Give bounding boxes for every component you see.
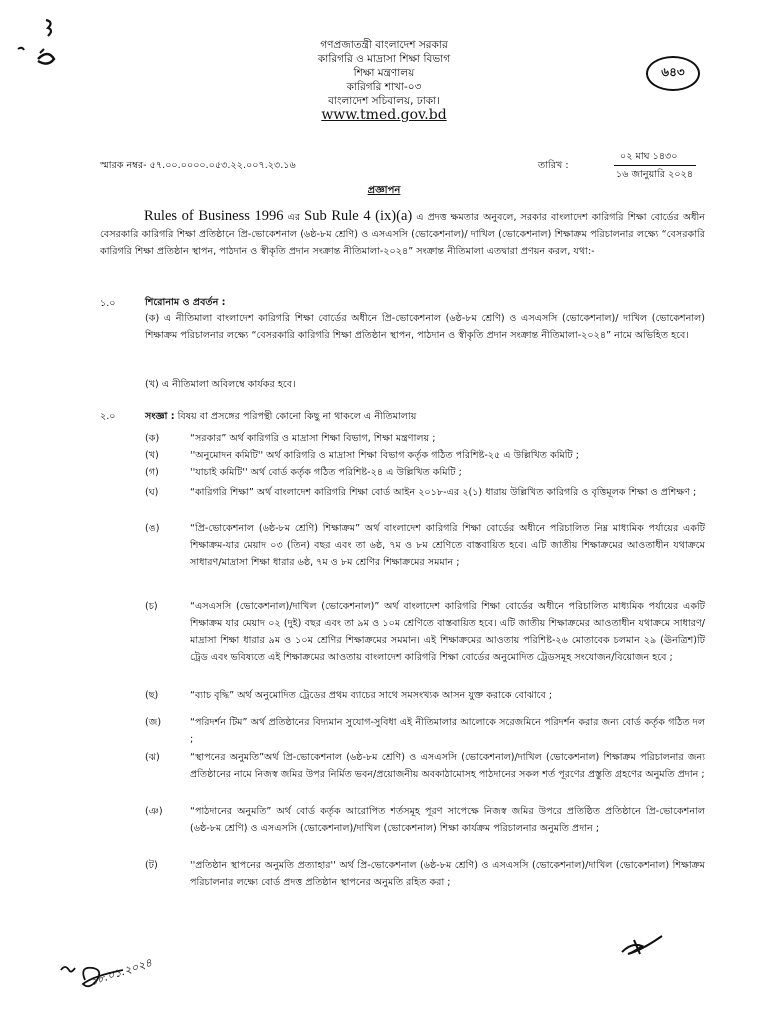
intro-body: এ প্রদত্ত ক্ষমতার অনুবলে, সরকার বাংলাদেশ কারিগরি শিক্ষা বোর্ডের অধীন বেসরকারি কারিগরি শিক্ষা প্রতিষ্ঠানে প্রি-ভোকেশনাল (৬ষ্ঠ-৮ম শ্রেণি) ও এসএসসি (ভোকেশনাল)/ দাখিল (ভোকেশনাল) শিক্ষাক্রম পরিচালনার লক্ষ্যে “বেসরকারি কারিগরি শিক্ষা প্রতিষ্ঠান স্থাপন, পাঠদান ও স্বীকৃতি প্রদান সংক্রান্ত নীতিমালা-২০২৪” সংক্রান্ত নীতিমালা এতদ্বারা প্রণয়ন করল, যথা:-: [100, 212, 706, 257]
signature-date: ১৮.০১.২০২৪: [88, 956, 154, 989]
definition-label: (ঙ): [145, 523, 160, 534]
definition-item: “স্থাপনের অনুমতি”অর্থ প্রি-ভোকেশনাল (৬ষ্ঠ-৮ম শ্রেণি) ও এসএসসি (ভোকেশনাল)/দাখিল (ভোকেশনাল) শিক্ষাক্রম পরিচালনার জন্য প্রতিষ্ঠানের নামে নিজস্ব জমির উপর নির্মিত ভবন/প্রয়োজনীয় অবকাঠামোসহ পাঠদানের সকল শর্ত পূরণের প্রস্তুতি গ্রহণের অনুমতি প্রদান ;: [190, 752, 705, 780]
date-label: তারিখ :: [538, 160, 569, 171]
definition-label: (ট): [145, 860, 158, 871]
section-1-heading: শিরোনাম ও প্রবর্তন :: [145, 297, 226, 308]
section-1-number: ১.০: [100, 298, 116, 309]
definition-item: ''প্রতিষ্ঠান স্থাপনের অনুমতি প্রত্যাহার'' অর্থ প্রি-ভোকেশনাল (৬ষ্ঠ-৮ম শ্রেণি) ও এসএসসি (ভোকেশনাল)/দাখিল (ভোকেশনাল) শিক্ষাক্রম পরিচালনার লক্ষ্যে বোর্ড প্রদত্ত প্রতিষ্ঠান স্থাপনের অনুমতি রহিত করা ;: [190, 860, 705, 888]
definition-label: (ঝ): [145, 752, 160, 763]
sub-rule: Sub Rule 4 (ix)(a): [304, 208, 413, 224]
section-2-intro: বিষয় বা প্রসঙ্গের পরিপন্থী কোনো কিছু না থাকলে এ নীতিমালায়: [174, 411, 417, 422]
page-number-stamp: ৬৪৩: [646, 56, 700, 91]
definition-label: (ক): [145, 433, 160, 444]
header-line-4: কারিগরি শাখা-০৩: [346, 81, 422, 93]
date-bangla: ০২ মাঘ ১৪৩০: [620, 151, 678, 162]
section-1-para-kha: (খ) এ নীতিমালা অবিলম্বে কার্যকর হবে।: [145, 379, 296, 390]
definition-item: “কারিগরি শিক্ষা” অর্থ বাংলাদেশ কারিগরি শিক্ষা বোর্ড আইন ২০১৮-এর ২(১) ধারায় উল্লিখিত কারিগরি ও বৃত্তিমূলক শিক্ষা ও প্রশিক্ষণ ;: [190, 487, 697, 498]
section-2-number: ২.০: [100, 411, 116, 422]
section-2-heading-row: [145, 408, 416, 425]
section-1-para-ka: (ক) এ নীতিমালা বাংলাদেশ কারিগরি শিক্ষা বোর্ডের অধীনে প্রি-ভোকেশনাল (৬ষ্ঠ-৮ম শ্রেণি) ও এসএসসি (ভোকেশনাল)/ দাখিল (ভোকেশনাল) শিক্ষাক্রম পরিচালনার লক্ষ্যে “বেসরকারি কারিগরি শিক্ষা প্রতিষ্ঠান স্থাপন, পাঠদান ও স্বীকৃতি প্রদান সংক্রান্ত নীতিমালা-২০২৪” নামে অভিহিত হবে।: [145, 313, 705, 341]
definition-item: “পরিদর্শন টিম” অর্থ প্রতিষ্ঠানের বিদ্যমান সুযোগ-সুবিধা এই নীতিমালার আলোকে সরেজমিনে পরিদর্শন করার জন্য বোর্ড কর্তৃক গঠিত দল ;: [190, 717, 705, 745]
definition-label: (ছ): [145, 690, 159, 701]
definition-label: (খ): [145, 450, 159, 461]
definition-item: “পাঠদানের অনুমতি” অর্থ বোর্ড কর্তৃক আরোপিত শর্তসমূহ পূরণ সাপেক্ষে নিজস্ব জমির উপরে প্রতিষ্ঠিত প্রতিষ্ঠানে প্রি-ভোকেশনাল (৬ষ্ঠ-৮ম শ্রেণি) ও এসএসসি (ভোকেশনাল)/দাখিল (ভোকেশনাল) শিক্ষা কার্যক্রম পরিচালনার অনুমতি প্রদান ;: [190, 806, 705, 834]
definition-item: “ব্যাচ বৃদ্ধি” অর্থ অনুমোদিত ট্রেডের প্রথম ব্যাচের সাথে সমসংখ্যক আসন যুক্ত করাকে বোঝাবে ;: [190, 690, 553, 701]
website-link[interactable]: www.tmed.gov.bd: [321, 107, 447, 123]
header-line-1: গণপ্রজাতন্ত্রী বাংলাদেশ সরকার: [320, 39, 448, 51]
memo-number: স্মারক নম্বর- ৫৭.০০.০০০০.০৫৩.২২.০০৭.২৩.১৬: [100, 160, 296, 171]
definition-item: ''যাচাই কমিটি'' অর্থ বোর্ড কর্তৃক গঠিত পরিশিষ্ট-২৪ এ উল্লিখিত কমিটি ;: [190, 467, 462, 478]
definition-label: (জ): [145, 717, 162, 728]
definition-label: (চ): [145, 601, 158, 612]
initial-mark-bottom-right: [618, 930, 668, 960]
definition-item: “প্রি-ভোকেশনাল (৬ষ্ঠ-৮ম শ্রেণি) শিক্ষাক্রম” অর্থ বাংলাদেশ কারিগরি শিক্ষা বোর্ডের অধীনে পরিচালিত নিম্ন মাধ্যমিক পর্যায়ের একটি শিক্ষাক্রম-যার মেয়াদ ০৩ (তিন) বছর এবং তা ৬ষ্ঠ, ৭ম ও ৮ম শ্রেণিতে বাস্তবায়িত হবে। এটি জাতীয় শিক্ষাক্রমের আওতাধীন যথাক্রমে সাধারণ/মাদ্রাসা শিক্ষা ধারার ৬ষ্ঠ, ৭ম ও ৮ম শ্রেণির শিক্ষাক্রমের সমমান ;: [190, 523, 705, 568]
section-2-heading: সংজ্ঞা :: [145, 411, 175, 422]
intro-paragraph: [100, 208, 705, 260]
definition-item: ''অনুমোদন কমিটি'' অর্থ কারিগরি ও মাদ্রাসা শিক্ষা বিভাগ কর্তৃক গঠিত পরিশিষ্ট-২৫ এ উল্লিখিত কমিটি ;: [190, 450, 580, 461]
intro-connector: এর: [283, 212, 305, 223]
date-english: ১৬ জানুয়ারি ২০২৪: [616, 169, 694, 180]
definition-label: (ঘ): [145, 487, 159, 498]
header-line-5: বাংলাদেশ সচিবালয়, ঢাকা।: [328, 95, 440, 107]
definition-item: “এসএসসি (ভোকেশনাল)/দাখিল (ভোকেশনাল)” অর্থ বাংলাদেশ কারিগরি শিক্ষা বোর্ডের অধীনে পরিচালিত মাধ্যমিক পর্যায়ের একটি শিক্ষাক্রম যার মেয়াদ ০২ (দুই) বছর এবং তা ৯ম ও ১০ম শ্রেণিতে বাস্তবায়িত হবে। এটি জাতীয় শিক্ষাক্রমের আওতাধীন যথাক্রমে সাধারণ/মাদ্রাসা শিক্ষা ধারার ৯ম ও ১০ম শ্রেণির শিক্ষাক্রমের সমমান। এই শিক্ষাক্রমের আওতায় পরিশিষ্ট-২৬ মোতাবেক চলমান ২৯ (ঊনত্রিশ)টি ট্রেড এবং ভবিষ্যতে এই শিক্ষাক্রমের আওতায় বাংলাদেশ কারিগরি শিক্ষা বোর্ডের অনুমোদিত ট্রেডসমূহ সংযোজন/বিয়োজন হবে ;: [190, 601, 705, 663]
definition-label: (ঞ): [145, 806, 163, 817]
header-line-2: কারিগরি ও মাদ্রাসা শিক্ষা বিভাগ: [317, 53, 451, 65]
definition-label: (গ): [145, 467, 159, 478]
definition-item: “সরকার” অর্থ কারিগরি ও মাদ্রাসা শিক্ষা বিভাগ, শিক্ষা মন্ত্রণালয় ;: [190, 433, 436, 444]
rules-of-business: Rules of Business 1996: [144, 208, 284, 224]
document-title: প্রজ্ঞাপন: [367, 185, 401, 196]
header-line-3: শিক্ষা মন্ত্রণালয়: [353, 67, 415, 79]
